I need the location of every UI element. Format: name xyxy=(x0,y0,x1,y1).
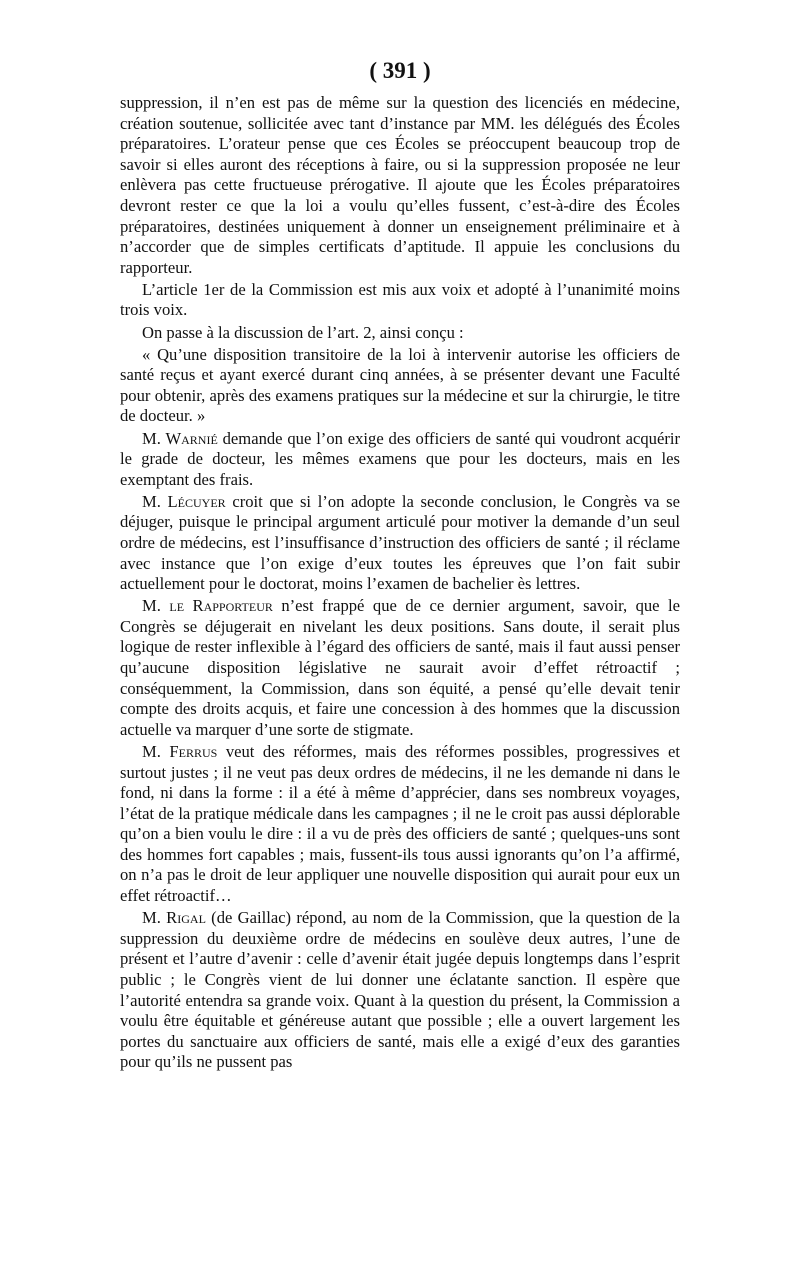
paragraph xyxy=(120,429,680,491)
speaker-name: M. Rigal xyxy=(142,908,206,928)
paragraph xyxy=(120,596,680,740)
paragraph xyxy=(120,492,680,595)
page-number: ( 391 ) xyxy=(369,58,431,83)
speaker-name: M. Lécuyer xyxy=(142,491,226,511)
speaker-text: veut des réformes, mais des réformes possibles, progressives et surtout justes ; il ne veut pas deux ordres de médecins, il ne les demande ni dans le fond, ni dans la forme : il a été à même d’apprécier, dans ses nombreux voyages, l’état de la pratique médicale dans les campagnes ; il ne le croit pas aussi déplorable qu’on a bien voulu le dire : il a vu de près des officiers de santé ; quelques-uns sont des hommes fort capables ; mais, fussent-ils tous aussi ignorants qu’on l’a affirmé, on n’a pas le droit de leur appliquer une nouvelle disposition qui aurait pour eux un effet rétroactif… xyxy=(120,741,680,906)
paragraph: « Qu’une disposition transitoire de la loi à intervenir autorise les officiers de santé reçus et ayant exercé durant cinq années, à se présenter devant une Faculté pour obtenir, après des examens pratiques sur la médecine et sur la chirurgie, le titre de docteur. » xyxy=(120,344,680,426)
speaker-text: (de Gaillac) répond, au nom de la Commission, que la question de la suppression du deuxième ordre de médecins en soulève deux autres, l’une de présent et l’autre d’avenir : celle d’avenir était jugée depuis longtemps dans l’esprit public ; le Congrès vient de lui donner une éclatante sanction. Il espère que l’autorité entendra sa grande voix. Quant à la question du présent, la Commission a voulu être équitable et généreuse autant que possible ; elle a ouvert largement les portes du sanctuaire aux officiers de santé, mais elle a exigé d’eux des garanties pour qu’ils ne pussent pas xyxy=(120,908,680,1072)
paragraph xyxy=(120,742,680,907)
speaker-name: M. Warnié xyxy=(142,428,218,448)
paragraph xyxy=(120,908,680,1073)
paragraph: suppression, il n’en est pas de même sur la question des licenciés en médecine, création soutenue, sollicitée avec tant d’instance par MM. les délégués des Écoles préparatoires. L’orateur pense que ces Écoles se préoccupent beaucoup trop de savoir si elles auront des réceptions à faire, ou si la suppression proposée ne leur enlèvera pas cette fructueuse prérogative. Il ajoute que les Écoles préparatoires devront rester ce que la loi a voulu qu’elles fussent, c’est-à-dire des Écoles préparatoires, destinées uniquement à donner un enseignement préliminaire et à n’accorder que de simples certificats d’aptitude. Il appuie les conclusions du rapporteur. xyxy=(120,93,680,277)
speaker-text: demande que l’on exige des officiers de santé qui voudront acquérir le grade de docteur, les mêmes examens que pour les docteurs, mais en les exemptant des frais. xyxy=(120,428,680,489)
speaker-name: M. le Rapporteur xyxy=(142,596,273,616)
speaker-text: croit que si l’on adopte la seconde conclusion, le Congrès va se déjuger, puisque le principal argument articulé pour motiver la demande d’un seul ordre de médecins, est l’insuffisance d’instruction des officiers de santé ; il réclame avec instance que l’on exige d’eux toutes les épreuves que l’on fait subir actuellement pour le doctorat, moins l’examen de bachelier ès lettres. xyxy=(120,491,681,594)
speaker-text: n’est frappé que de ce dernier argument, savoir, que le Congrès se déjugerait en nivelant les deux positions. Sans doute, il serait plus logique de rester inflexible à l’égard des officiers de santé, mais il faut aussi penser qu’aucune disposition législative ne saurait avoir d’effet rétroactif ; conséquemment, la Commission, dans son équité, a pensé qu’elle devait tenir compte des droits acquis, et faire une concession à des hommes que la discussion actuelle va marquer d’une sorte de stigmate. xyxy=(120,596,680,739)
body-text xyxy=(120,93,680,1074)
paragraph: L’article 1er de la Commission est mis aux voix et adopté à l’unanimité moins trois voix. xyxy=(120,279,680,320)
speaker-name: M. Ferrus xyxy=(142,741,218,761)
paragraph: On passe à la discussion de l’art. 2, ainsi conçu : xyxy=(142,322,464,342)
